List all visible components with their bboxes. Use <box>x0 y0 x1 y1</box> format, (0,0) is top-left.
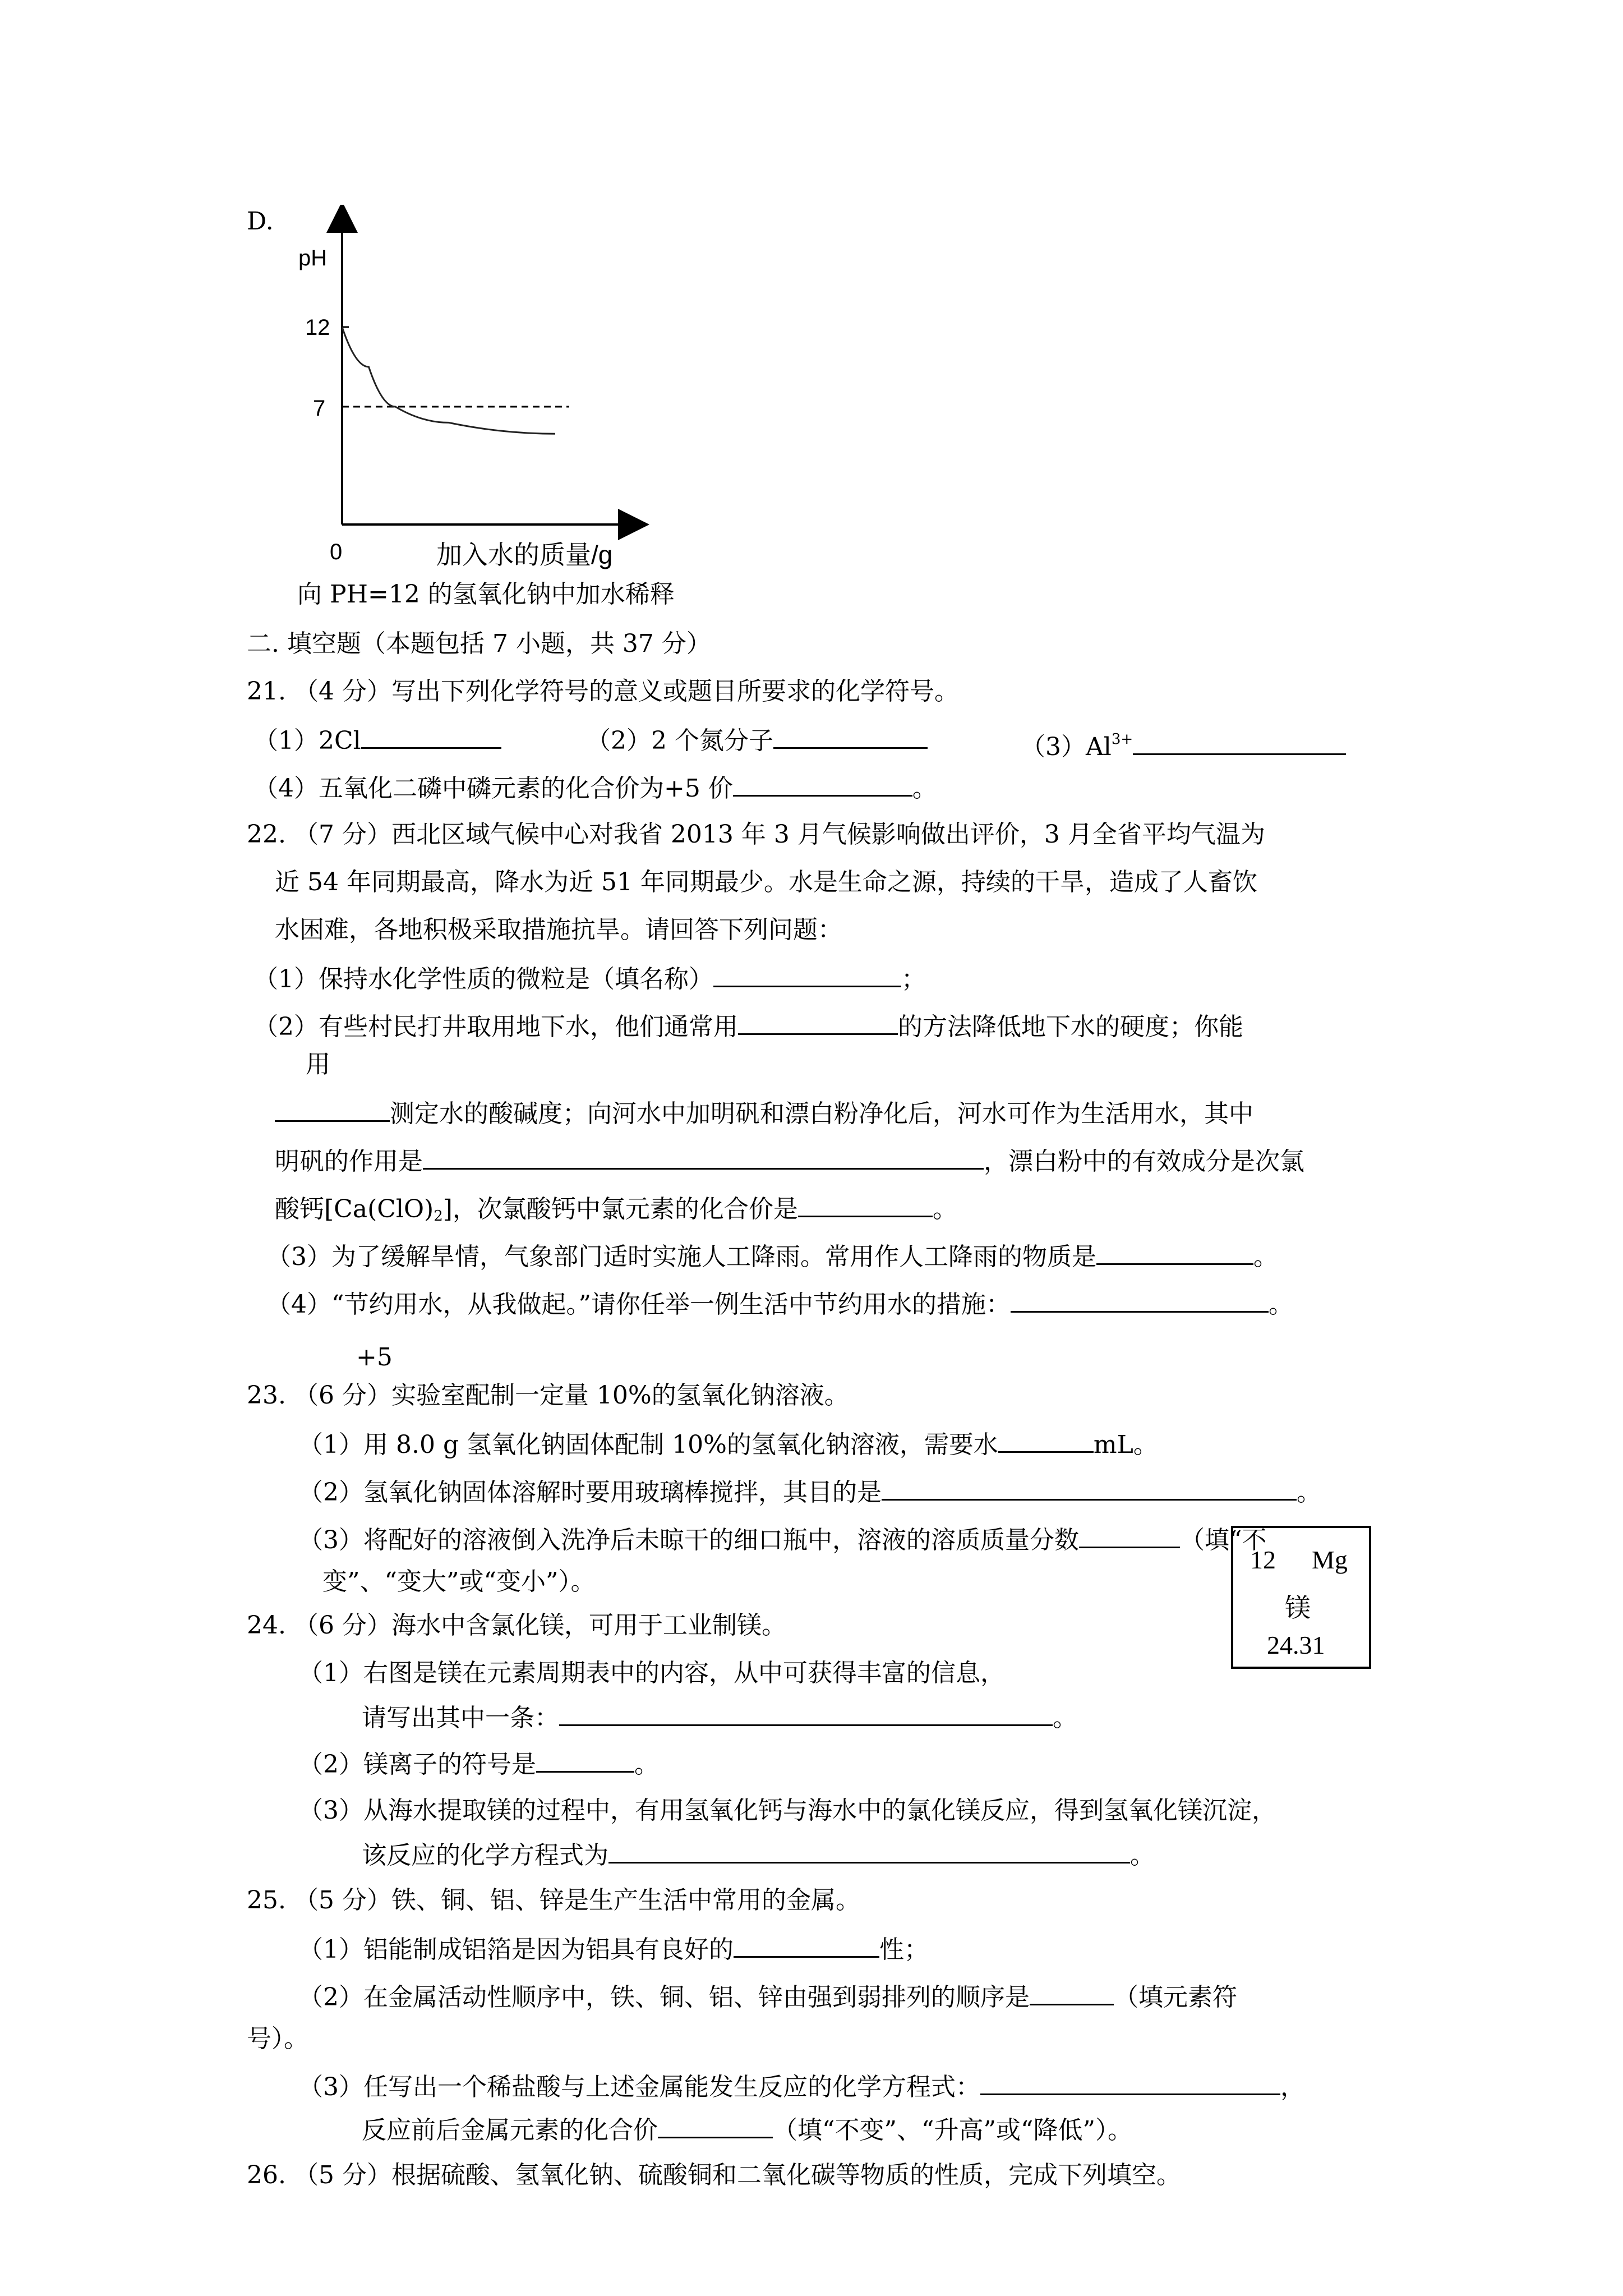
origin-label: 0 <box>330 540 343 564</box>
ph-curve <box>342 327 555 434</box>
element-symbol: Mg <box>1312 1545 1348 1574</box>
answer-blank[interactable] <box>1011 1286 1269 1313</box>
answer-blank[interactable] <box>361 723 501 749</box>
y-tick-label-12: 12 <box>305 315 330 340</box>
q23-part3: （3）将配好的溶液倒入洗净后未晾干的细口瓶中，溶液的溶质质量分数 （填“不 <box>298 1522 1267 1557</box>
answer-blank[interactable] <box>713 961 901 987</box>
answer-blank[interactable] <box>275 1096 390 1122</box>
q22-part4: （4）“节约用水，从我做起。”请你任举一例生活中节约用水的措施： 。 <box>266 1286 1293 1322</box>
answer-blank[interactable] <box>998 1427 1094 1453</box>
answer-blank[interactable] <box>423 1143 984 1170</box>
q23-part2: （2）氢氧化钠固体溶解时要用玻璃棒搅拌，其目的是 。 <box>298 1474 1321 1510</box>
stray-valence-mark: +5 <box>356 1343 393 1372</box>
answer-blank[interactable] <box>658 2112 773 2138</box>
q22-part2-c: 用 <box>306 1050 330 1079</box>
q25-part2-b: 号）。 <box>247 2024 308 2053</box>
answer-blank[interactable] <box>733 770 912 797</box>
option-d-caption: 向 PH=12 的氢氧化钠中加水稀释 <box>297 580 675 609</box>
q24-part3-b: 该反应的化学方程式为 。 <box>362 1837 1155 1872</box>
section-heading: 二. 填空题（本题包括 7 小题，共 37 分） <box>247 629 711 658</box>
q24-part1-b: 请写出其中一条： 。 <box>362 1700 1077 1735</box>
q26-stem: 26. （5 分）根据硫酸、氢氧化钠、硫酸铜和二氧化碳等物质的性质，完成下列填空。 <box>247 2161 1181 2189</box>
periodic-table-cell-mg <box>1231 1526 1371 1669</box>
answer-blank[interactable] <box>1079 1522 1180 1548</box>
y-tick-label-7: 7 <box>313 396 326 421</box>
q23-stem: 23. （6 分）实验室配制一定量 10%的氢氧化钠溶液。 <box>247 1381 849 1410</box>
atomic-mass: 24.31 <box>1267 1631 1325 1659</box>
q22-part3: （3）为了缓解旱情，气象部门适时实施人工降雨。常用作人工降雨的物质是 。 <box>266 1239 1278 1274</box>
option-d-label: D. <box>247 207 274 236</box>
q24-part3: （3）从海水提取镁的过程中，有用氢氧化钙与海水中的氯化镁反应，得到氢氧化镁沉淀， <box>298 1796 1276 1825</box>
answer-blank[interactable] <box>559 1700 1053 1726</box>
q22-part2-e: 明矾的作用是 ，漂白粉中的有效成分是次氯 <box>275 1143 1304 1179</box>
q22-line1: 22. （7 分）西北区域气候中心对我省 2013 年 3 月气候影响做出评价，3 月全省平均气温为 <box>247 820 1265 849</box>
q22-line3: 水困难，各地积极采取措施抗旱。请回答下列问题： <box>275 915 842 944</box>
q25-part3-b: 反应前后金属元素的化合价 （填“不变”、“升高”或“降低”）。 <box>362 2112 1132 2147</box>
answer-blank[interactable] <box>980 2069 1280 2095</box>
q22-part2-a: （2）有些村民打井取用地下水，他们通常用 的方法降低地下水的硬度；你能 <box>253 1009 1243 1044</box>
q24-part1: （1）右图是镁在元素周期表中的内容，从中可获得丰富的信息， <box>298 1659 1005 1687</box>
answer-blank[interactable] <box>608 1837 1130 1864</box>
q25-stem: 25. （5 分）铁、铜、铝、锌是生产生活中常用的金属。 <box>247 1886 860 1915</box>
q22-part1: （1）保持水化学性质的微粒是（填名称） ； <box>253 961 926 996</box>
q25-part1: （1）铝能制成铝箔是因为铝具有良好的 性； <box>298 1931 929 1967</box>
y-axis-label: pH <box>298 246 328 270</box>
element-name: 镁 <box>1285 1594 1311 1622</box>
answer-blank[interactable] <box>1133 729 1346 755</box>
q24-part2: （2）镁离子的符号是 。 <box>298 1746 659 1782</box>
answer-blank[interactable] <box>798 1191 933 1217</box>
atomic-number: 12 <box>1250 1545 1276 1574</box>
q21-part3: $(3)Al^{3+}$ <box>1021 723 1346 764</box>
q21-part1: （1）2Cl <box>253 723 501 758</box>
q23-part1: （1）用 8.0 g 氢氧化钠固体配制 10%的氢氧化钠溶液，需要水 mL。 <box>298 1427 1158 1462</box>
q25-part2: （2）在金属活动性顺序中，铁、铜、铝、锌由强到弱排列的顺序是 （填元素符 <box>298 1979 1237 2014</box>
x-axis-label: 加入水的质量/g <box>436 540 613 569</box>
answer-blank[interactable] <box>1096 1239 1253 1265</box>
q25-part3: （3）任写出一个稀盐酸与上述金属能发生反应的化学方程式： ， <box>298 2069 1305 2104</box>
answer-blank[interactable] <box>882 1474 1297 1501</box>
q22-part2-d: 测定水的酸碱度；向河水中加明矾和漂白粉净化后，河水可作为生活用水，其中 <box>275 1096 1253 1131</box>
q22-line2: 近 54 年同期最高，降水为近 51 年同期最少。水是生命之源，持续的干旱，造成了人畜饮 <box>275 868 1257 896</box>
q21-stem: 21. （4 分）写出下列化学符号的意义或题目所要求的化学符号。 <box>247 677 959 706</box>
ph-dilution-chart <box>247 205 662 575</box>
q21-part4: （4）五氧化二磷中磷元素的化合价为+5 价 。 <box>253 770 937 806</box>
answer-blank[interactable] <box>536 1746 634 1773</box>
answer-blank[interactable] <box>738 1009 898 1035</box>
q21-part2: （2）2 个氮分子 <box>586 723 928 758</box>
q24-stem: 24. （6 分）海水中含氯化镁，可用于工业制镁。 <box>247 1611 786 1640</box>
answer-blank[interactable] <box>773 723 928 749</box>
q23-part3-b: 变”、“变大”或“变小”）。 <box>322 1567 596 1596</box>
answer-blank[interactable] <box>734 1931 879 1958</box>
q22-part2-g: 酸钙$[Ca(ClO)_2]$，次氯酸钙中氯元素的化合价是 。 <box>275 1191 957 1233</box>
answer-blank[interactable] <box>1030 1979 1114 2005</box>
